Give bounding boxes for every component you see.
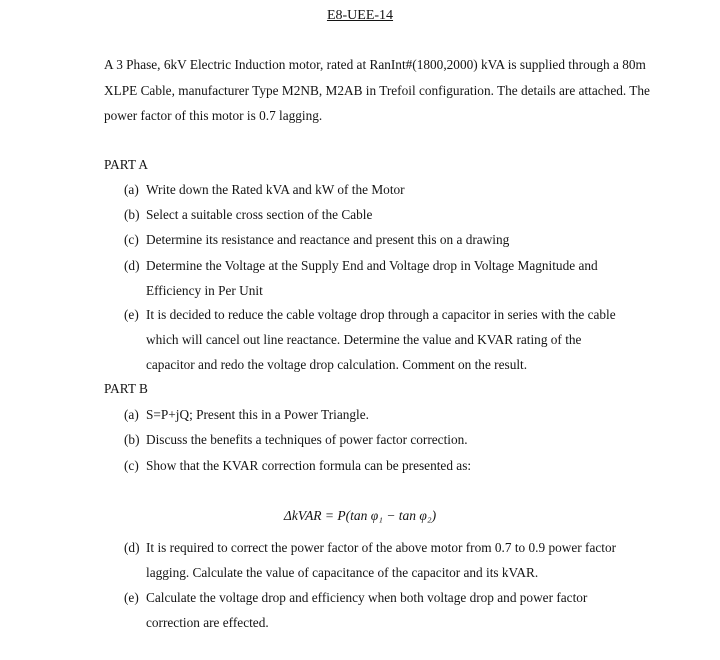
item-text: S=P+jQ; Present this in a Power Triangle. bbox=[146, 407, 369, 422]
part-b-title: PART B bbox=[104, 381, 148, 396]
part-b-item-b bbox=[124, 427, 684, 452]
item-text: It is required to correct the power factor of the above motor from 0.7 to 0.9 power factor bbox=[146, 540, 617, 555]
item-label: (d) bbox=[124, 540, 140, 555]
item-text-continued: capacitor and redo the voltage drop calculation. Comment on the result. bbox=[146, 357, 528, 372]
part-a-title: PART A bbox=[104, 157, 148, 172]
item-text-continued: which will cancel out line reactance. Determine the value and KVAR rating of the bbox=[146, 332, 582, 347]
item-label: (d) bbox=[124, 258, 140, 273]
item-text-continued: lagging. Calculate the value of capacitance of the capacitor and its kVAR. bbox=[146, 565, 539, 580]
kvar-formula: ΔkVAR = P(tan φ₁ − tan φ₂) bbox=[283, 508, 437, 523]
item-label: (a) bbox=[124, 407, 139, 422]
item-label: (b) bbox=[124, 207, 140, 222]
item-label: (c) bbox=[124, 232, 139, 247]
part-a-item-d bbox=[124, 253, 684, 303]
part-b-item-c bbox=[124, 453, 684, 478]
item-text: Discuss the benefits a techniques of power factor correction. bbox=[146, 432, 468, 447]
item-text: Determine the Voltage at the Supply End and Voltage drop in Voltage Magnitude and bbox=[146, 258, 598, 273]
item-text: Write down the Rated kVA and kW of the Motor bbox=[146, 182, 405, 197]
part-a-item-c bbox=[124, 227, 684, 252]
document-code: E8-UEE-14 bbox=[326, 8, 394, 23]
item-text: Select a suitable cross section of the Cable bbox=[146, 207, 373, 222]
item-text: Calculate the voltage drop and efficiency when both voltage drop and power factor bbox=[146, 590, 588, 605]
part-a-item-e bbox=[124, 302, 684, 377]
part-b-item-e bbox=[124, 585, 684, 635]
problem-statement: A 3 Phase, 6kV Electric Induction motor, rated at RanInt#(1800,2000) kVA is supplied through a 80m XLPE Cable, manufacturer Type M2NB, M2AB in Trefoil configuration. The details are attached. The power factor of this motor is 0.7 lagging. bbox=[104, 57, 650, 123]
item-label: (b) bbox=[124, 432, 140, 447]
item-label: (c) bbox=[124, 458, 139, 473]
part-a-item-b bbox=[124, 202, 684, 227]
item-text: Determine its resistance and reactance and present this on a drawing bbox=[146, 232, 510, 247]
item-text: Show that the KVAR correction formula can be presented as: bbox=[146, 458, 472, 473]
item-label: (e) bbox=[124, 590, 139, 605]
item-text-continued: correction are effected. bbox=[146, 615, 269, 630]
item-text-continued: Efficiency in Per Unit bbox=[146, 283, 263, 298]
part-b-item-d bbox=[124, 535, 684, 585]
item-text: It is decided to reduce the cable voltage drop through a capacitor in series with the cable bbox=[146, 307, 616, 322]
part-b-item-a bbox=[124, 402, 684, 427]
item-label: (e) bbox=[124, 307, 139, 322]
part-a-item-a bbox=[124, 177, 684, 202]
item-label: (a) bbox=[124, 182, 139, 197]
